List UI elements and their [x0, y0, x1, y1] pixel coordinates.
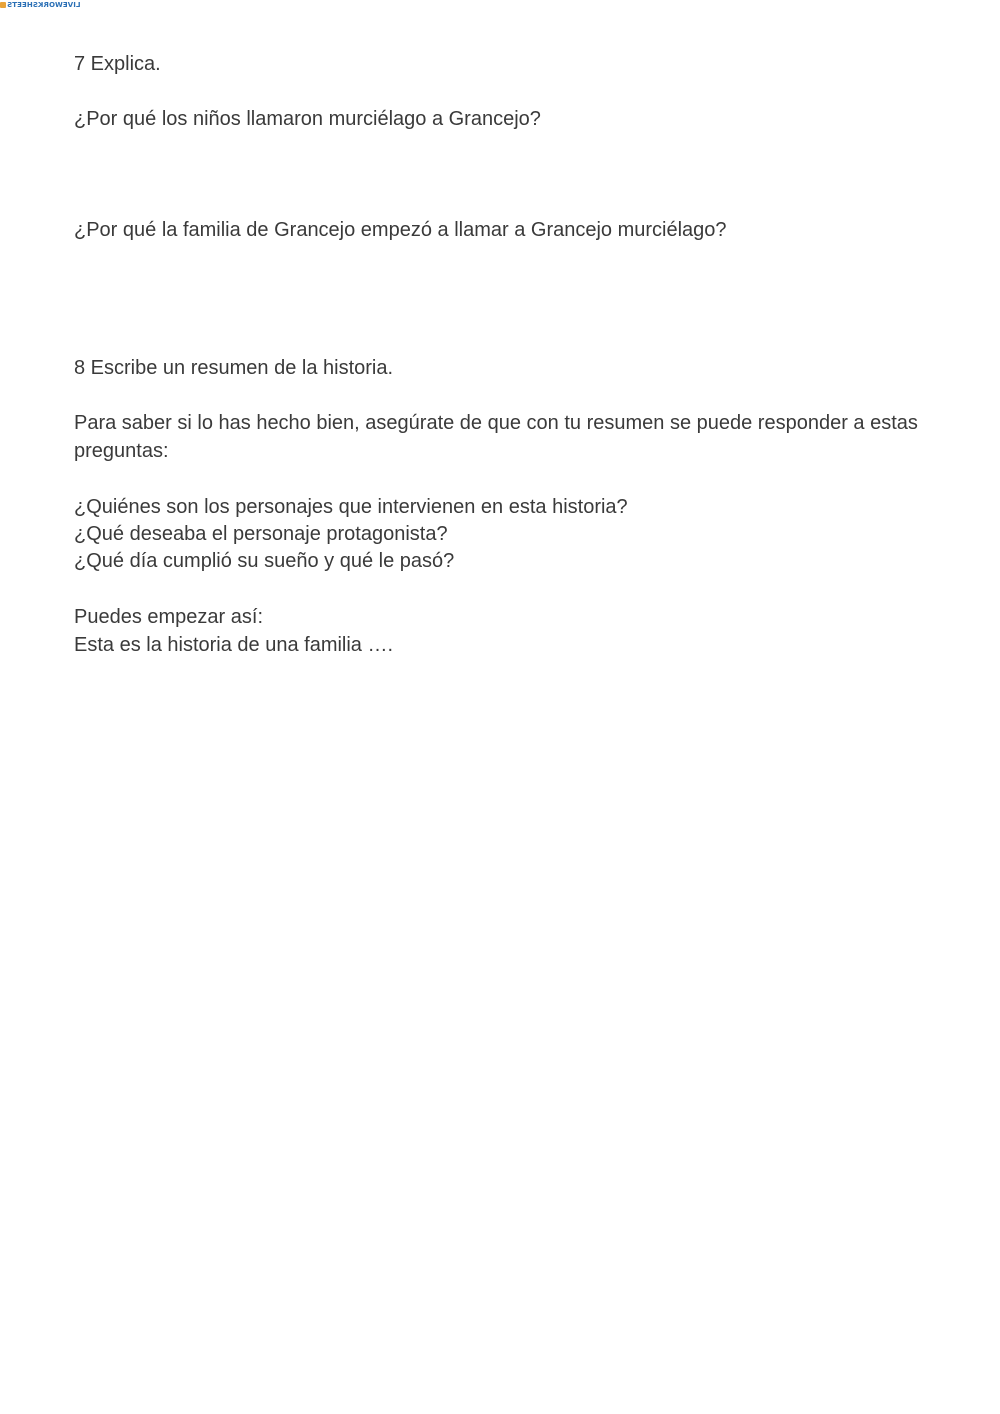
- logo-icon: [0, 2, 6, 8]
- guide-question-1: ¿Quiénes son los personajes que intervienen en esta historia?: [74, 496, 628, 518]
- liveworksheets-logo: [0, 0, 80, 10]
- start-text: Esta es la historia de una familia ….: [74, 634, 394, 656]
- question-7-2: ¿Por qué la familia de Grancejo empezó a llamar a Grancejo murciélago?: [74, 219, 727, 241]
- section-7-title: 7 Explica.: [74, 53, 161, 75]
- guide-question-2: ¿Qué deseaba el personaje protagonista?: [74, 523, 448, 545]
- logo-text: LIVEWORKSHEETS: [7, 0, 81, 9]
- question-7-1: ¿Por qué los niños llamaron murciélago a Grancejo?: [74, 108, 541, 130]
- section-8-instructions: Para saber si lo has hecho bien, asegúrate de que con tu resumen se puede responder a estas preguntas:: [74, 412, 918, 462]
- guide-question-3: ¿Qué día cumplió su sueño y qué le pasó?: [74, 550, 455, 572]
- start-hint: Puedes empezar así:: [74, 606, 263, 628]
- section-8-title: 8 Escribe un resumen de la historia.: [74, 357, 394, 379]
